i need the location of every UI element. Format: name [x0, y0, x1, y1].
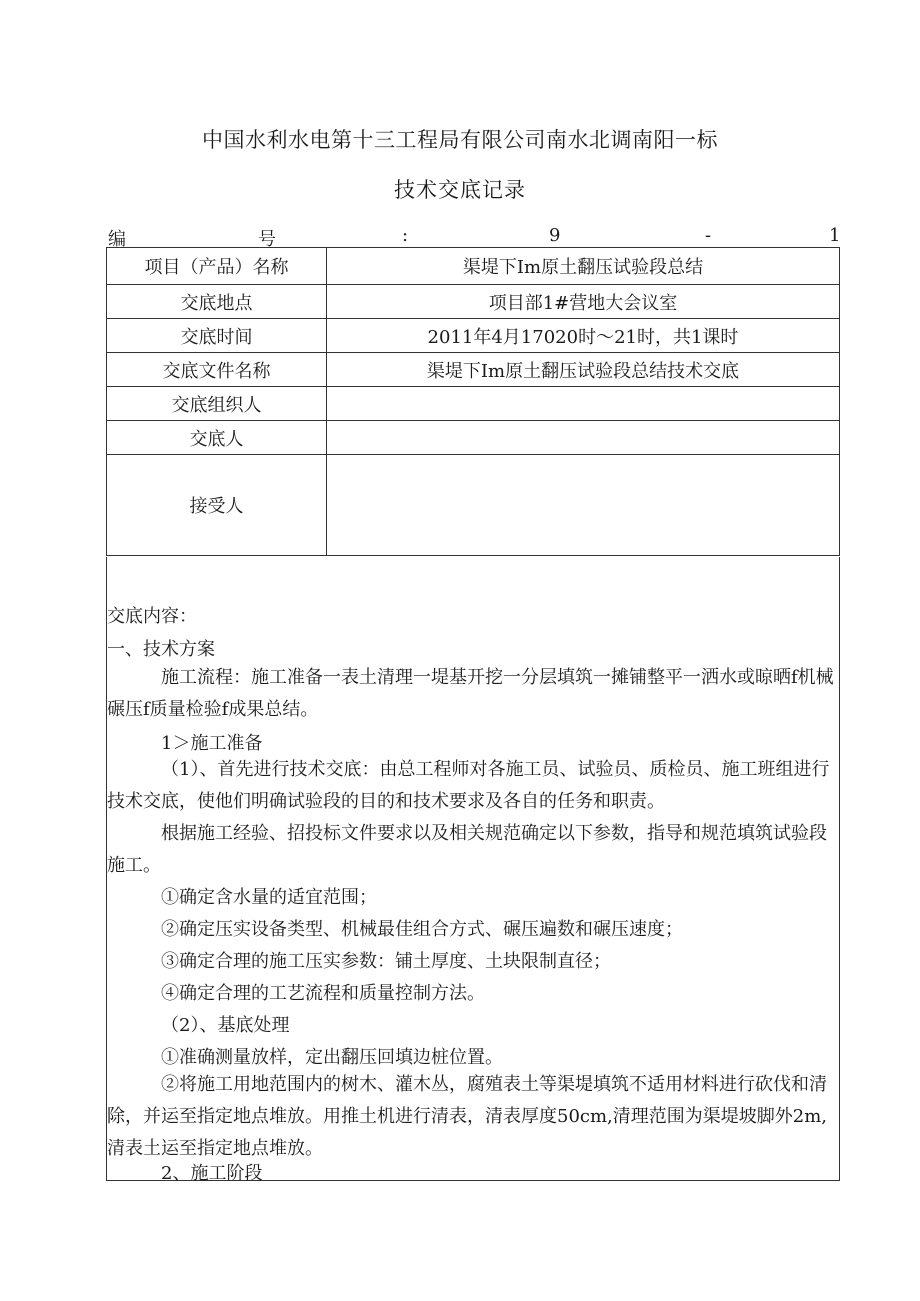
- base-treatment-step-2-paragraph: ②将施工用地范围内的树木、灌木丛，腐殖表土等渠堤填筑不适用材料进行砍伐和清除，并运至指定地点堆放。用推土机进行清表，清表厚度50cm,清理范围为渠堤坡脚外2m,清表土运至指定地点堆放。: [107, 1074, 828, 1159]
- row-receiver: [107, 455, 840, 556]
- value-location: 项目部1#营地大会议室: [327, 285, 840, 319]
- info-table: [106, 247, 840, 556]
- number-part2: 1: [829, 225, 841, 246]
- label-project-name: 项目（产品）名称: [107, 248, 327, 285]
- label-location: 交底地点: [107, 285, 327, 319]
- row-presenter: [107, 421, 840, 455]
- value-project-name: 渠堤下Im原土翻压试验段总结: [327, 248, 840, 285]
- construction-flow-paragraph: 施工流程：施工准备一表土清理一堤基开挖一分层填筑一摊铺整平一洒水或晾晒f机械碾压f质量检验f成果总结。: [107, 667, 834, 720]
- label-time: 交底时间: [107, 319, 327, 353]
- document-title: 技术交底记录: [394, 178, 526, 202]
- record-number-row: [106, 225, 841, 250]
- organization-title: 中国水利水电第十三工程局有限公司南水北调南阳一标: [202, 128, 718, 152]
- row-time: [107, 319, 840, 353]
- label-presenter: 交底人: [107, 421, 327, 455]
- value-file-name: 渠堤下Im原土翻压试验段总结技术交底: [327, 353, 840, 387]
- number-colon: :: [402, 225, 409, 246]
- row-project-name: [107, 248, 840, 285]
- checklist-item-2: ②确定压实设备类型、机械最佳组合方式、碾压遍数和碾压速度；: [161, 919, 683, 940]
- checklist-item-1: ①确定含水量的适宜范围；: [161, 887, 377, 908]
- parameters-paragraph: 根据施工经验、招投标文件要求以及相关规范确定以下参数，指导和规范填筑试验段施工。: [107, 823, 827, 876]
- value-organizer: [327, 387, 840, 421]
- label-receiver: 接受人: [107, 455, 327, 556]
- step-construction-phase: 2、施工阶段: [161, 1163, 263, 1184]
- row-organizer: [107, 387, 840, 421]
- item-technical-briefing-paragraph: （1）、首先进行技术交底：由总工程师对各施工员、试验员、质检员、施工班组进行技术交底，使他们明确试验段的目的和技术要求及各自的任务和职责。: [107, 759, 830, 812]
- number-part1: 9: [549, 225, 561, 246]
- number-label-b: 号: [258, 229, 276, 250]
- content-heading: 交底内容：: [107, 606, 197, 627]
- value-presenter: [327, 421, 840, 455]
- value-time: 2011年4月17020时～21时，共1课时: [327, 319, 840, 353]
- value-receiver: [327, 455, 840, 556]
- step-construction-preparation: 1＞施工准备: [161, 733, 263, 754]
- base-treatment-step-1: ①准确测量放样，定出翻压回填边桩位置。: [161, 1047, 503, 1068]
- label-file-name: 交底文件名称: [107, 353, 327, 387]
- checklist-item-4: ④确定合理的工艺流程和质量控制方法。: [161, 983, 485, 1004]
- label-organizer: 交底组织人: [107, 387, 327, 421]
- number-separator: -: [705, 225, 712, 246]
- item-base-treatment: （2）、基底处理: [161, 1015, 290, 1036]
- row-location: [107, 285, 840, 319]
- briefing-content-box: [106, 557, 840, 1184]
- number-label-a: 编: [108, 229, 126, 250]
- row-file-name: [107, 353, 840, 387]
- checklist-item-3: ③确定合理的施工压实参数：铺土厚度、土块限制直径；: [161, 951, 611, 972]
- section-technical-plan: 一、技术方案: [107, 639, 215, 660]
